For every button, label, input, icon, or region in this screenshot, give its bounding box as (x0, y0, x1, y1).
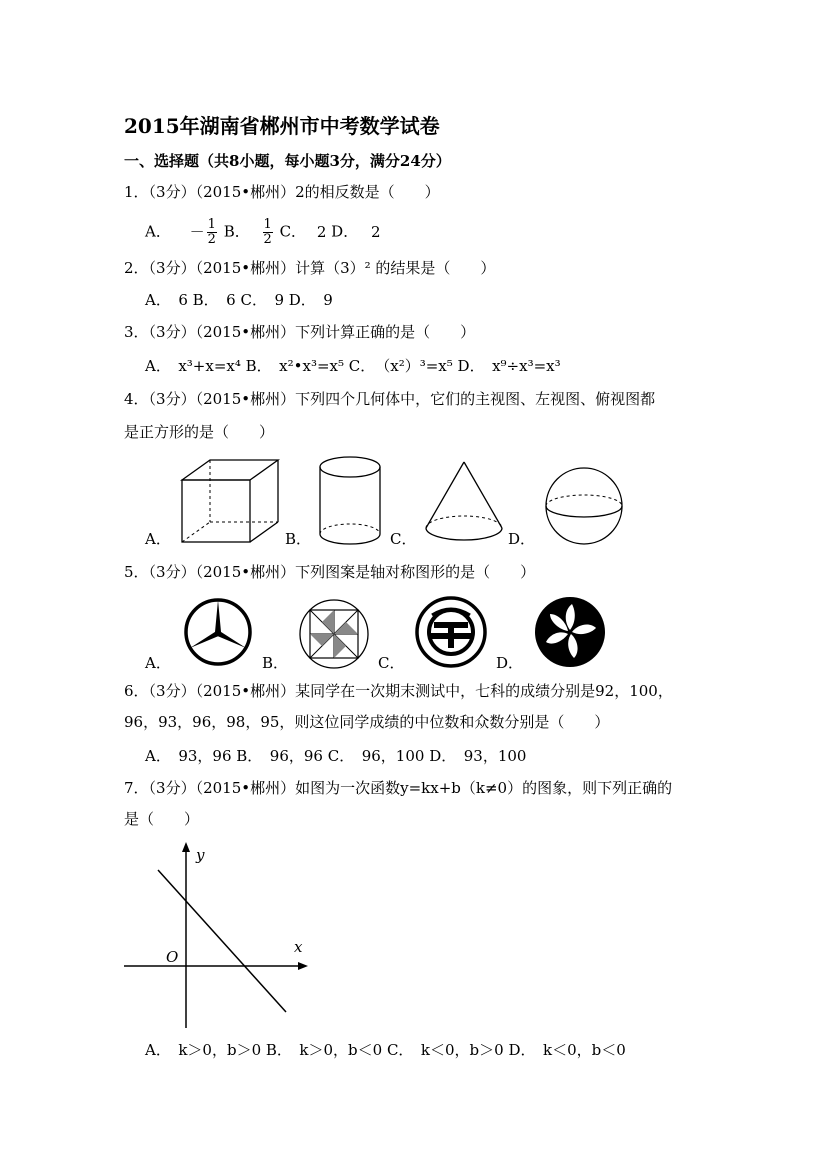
cylinder-figure (318, 455, 382, 547)
function-line (158, 870, 286, 1012)
q4-option-a-label: A． (145, 530, 171, 548)
q5-option-a-label: A． (145, 654, 171, 672)
cube-figure (180, 458, 280, 543)
q5-option-b-label: B． (262, 654, 289, 672)
option-c-value: 2 (316, 222, 327, 241)
option-b-label: B． (223, 222, 250, 241)
question-6-options: A． 93，96 B． 96，96 C． 96，100 D． 93，100 (145, 747, 527, 765)
q5-option-d-label: D． (496, 654, 524, 672)
x-axis-label: x (294, 938, 303, 956)
question-7-stem-line-2: 是（ ） (124, 810, 200, 828)
q4-option-c-label: C． (390, 530, 417, 548)
pinwheel-pattern (298, 598, 370, 670)
question-3-stem: 3．（3分）（2015•郴州）下列计算正确的是（ ） (124, 323, 476, 341)
y-axis-arrow (182, 842, 190, 852)
sphere-figure (544, 466, 624, 546)
question-7-options: A． k＞0，b＞0 B． k＞0，b＜0 C． k＜0，b＞0 D． k＜0，b＜0 (145, 1041, 626, 1059)
bauhinia-flower-emblem (534, 596, 606, 668)
y-axis-label: y (196, 846, 205, 864)
q4-option-b-label: B． (285, 530, 312, 548)
fraction-denominator: 2 (207, 232, 216, 247)
question-2-options: A． 6 B． 6 C． 9 D． 9 (145, 291, 333, 309)
question-7-stem-line-1: 7．（3分）（2015•郴州）如图为一次函数y=kx+b（k≠0）的图象，则下列正确的 (124, 779, 673, 797)
cone-figure (424, 460, 504, 544)
x-axis-arrow (298, 962, 308, 970)
question-4-stem-line-2: 是正方形的是（ ） (124, 423, 275, 441)
origin-label: O (166, 948, 179, 966)
fraction-denominator: 2 (263, 232, 272, 247)
q5-option-c-label: C． (378, 654, 405, 672)
fraction-a (207, 218, 217, 247)
question-1-stem: 1．（3分）（2015•郴州）2的相反数是（ ） (124, 183, 440, 201)
section-heading: 一、选择题（共8小题，每小题3分，满分24分） (124, 152, 451, 170)
question-6-stem-line-2: 96，93，96，98，95，则这位同学成绩的中位数和众数分别是（ ） (124, 713, 610, 731)
question-5-stem: 5．（3分）（2015•郴州）下列图案是轴对称图形的是（ ） (124, 563, 536, 581)
page-title: 2015年湖南省郴州市中考数学试卷 (124, 114, 440, 138)
option-d-value: 2 (370, 222, 381, 241)
option-a-label: A． (145, 222, 171, 241)
option-d-label: D． (331, 222, 359, 241)
question-4-stem-line-1: 4．（3分）（2015•郴州）下列四个几何体中，它们的主视图、左视图、俯视图都 (124, 390, 656, 408)
fraction-numerator: 1 (263, 217, 272, 232)
question-2-stem: 2．（3分）（2015•郴州）计算（3）² 的结果是（ ） (124, 259, 496, 277)
linear-function-graph (122, 840, 322, 1030)
question-3-options: A． x³+x=x⁴ B． x²•x³=x⁵ C． （x²）³=x⁵ D． x⁹÷x³=x³ (145, 357, 561, 375)
minus-sign: － (189, 222, 205, 241)
fraction-numerator: 1 (207, 217, 216, 232)
question-6-stem-line-1: 6．（3分）（2015•郴州）某同学在一次期末测试中，七科的成绩分别是92，100， (124, 682, 673, 700)
option-c-label: C． (279, 222, 307, 241)
question-1-options (145, 218, 381, 247)
q4-option-d-label: D． (508, 530, 536, 548)
three-pointed-star-logo (183, 596, 253, 668)
fraction-b (263, 218, 273, 247)
circular-emblem (414, 595, 488, 669)
